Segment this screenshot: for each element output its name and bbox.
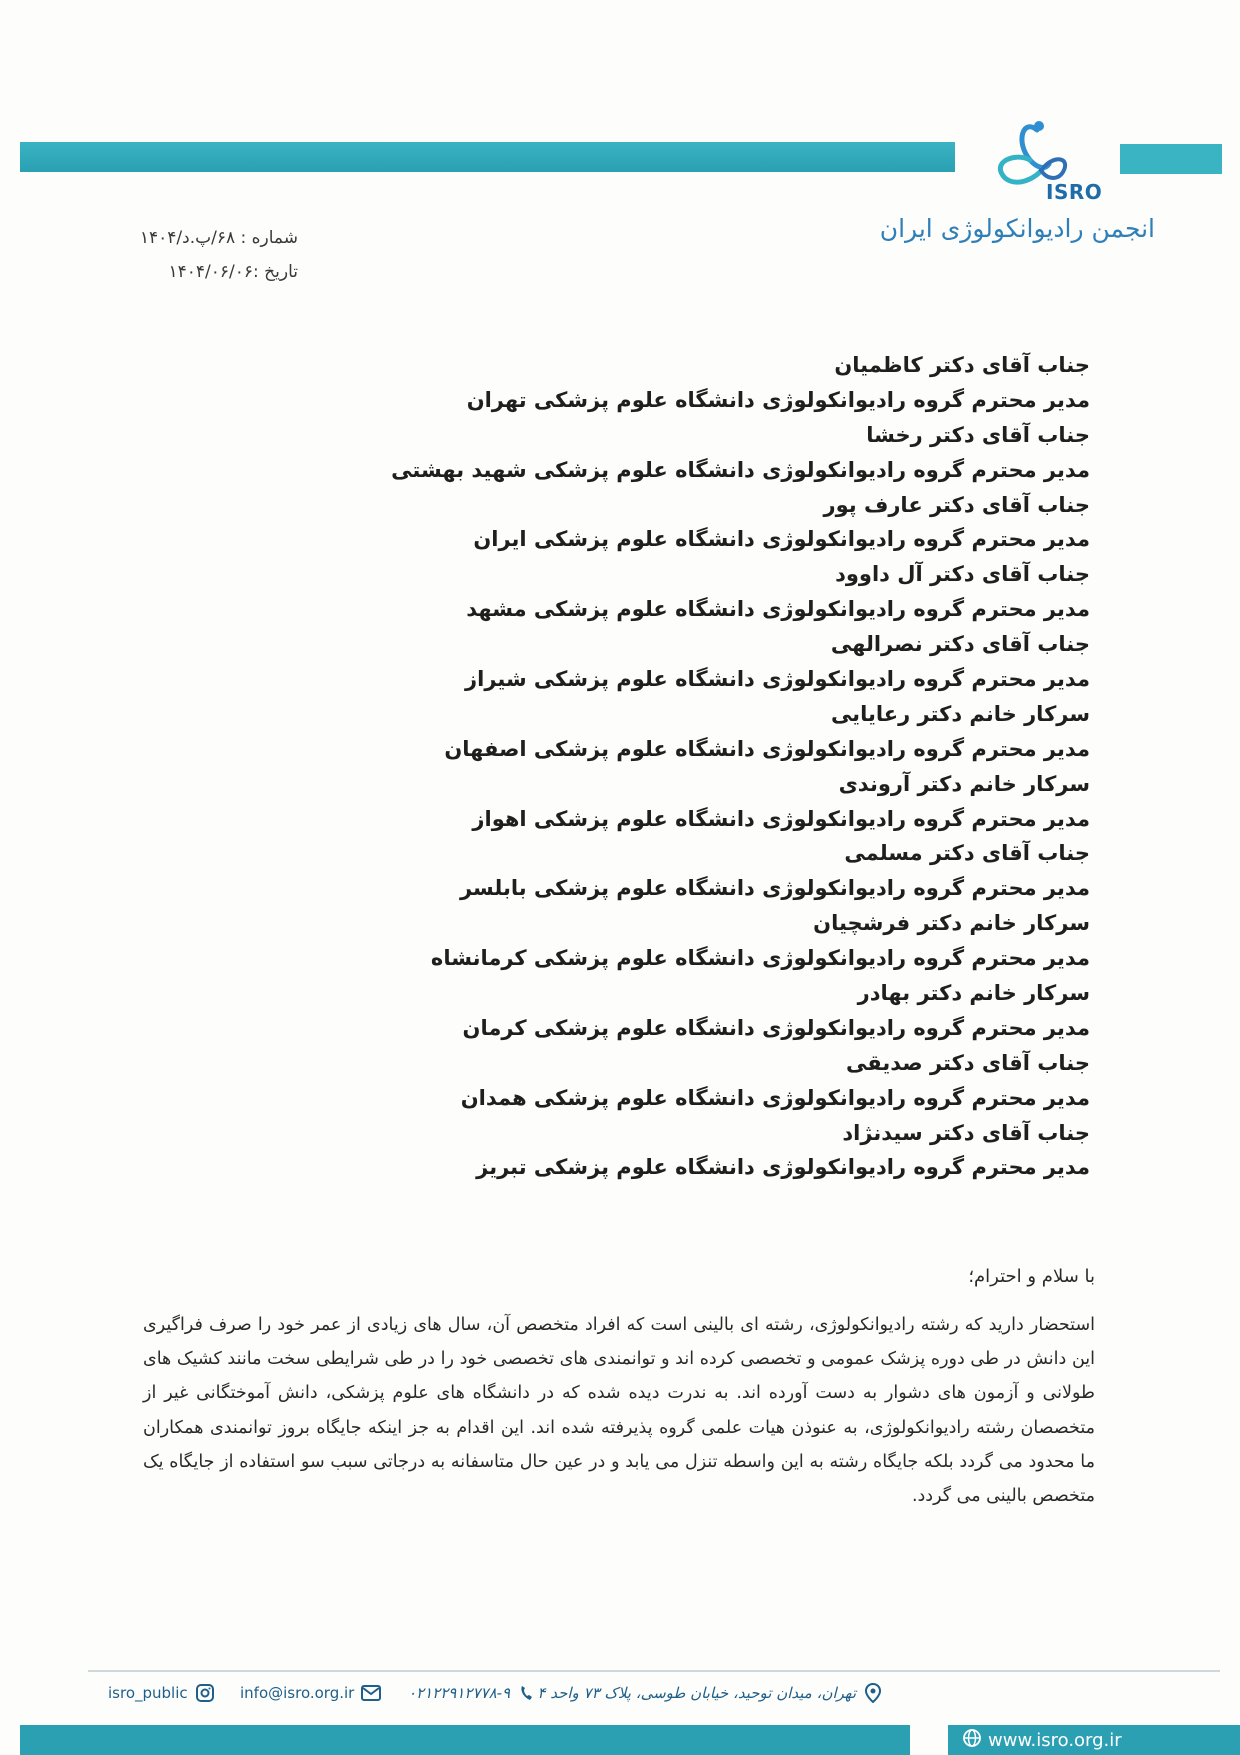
footer-website[interactable] [948, 1725, 1240, 1755]
letter-body: استحضار دارید که رشته رادیوانکولوژی، رشته ای بالینی است که افراد متخصص آن، سال های زیادی از عمر خود را صرف فراگیری این دانش در طی دوره پزشک عمومی و تخصصی کرده اند و توانمندی های تخصصی خود را در طی شرایطی سخت مانند کشیک های طولانی و آزمون های دشوار به دست آورده اند. به ندرت دیده شده که در دانشگاه های علوم پزشکی، دانش آموختگانی غیر از متخصصان رشته رادیوانکولوژی، به عنوذن هیات علمی گروه پذیرفته شده اند. این اقدام به جز اینکه جایگاه بروز توانمندی همکاران ما محدود می گردد بلکه جایگاه رشته به این واسطه تنزل می یابد و در عین حال متاسفانه به درجاتی سبب سو استفاده از جایگاه یک متخصص بالینی می گردد. [143, 1315, 1095, 1507]
addressee-line: جناب آقای دکتر رخشا [866, 422, 1090, 447]
letter-number: شماره : ۶۸/پ.د/۱۴۰۴ [139, 228, 298, 248]
addressee-line: جناب آقای دکتر مسلمی [844, 841, 1090, 866]
addressee-line: مدیر محترم گروه رادیوانکولوژی دانشگاه علوم پزشکی شهید بهشتی [391, 457, 1090, 482]
phone-number: ۰۲۱۲۲۹۱۲۷۷۸-۹ [408, 1684, 511, 1702]
addressee-line: سرکار خانم دکتر رعایایی [830, 701, 1090, 726]
addressee-line: مدیر محترم گروه رادیوانکولوژی دانشگاه علوم پزشکی ایران [473, 527, 1090, 552]
instagram-handle: isro_public [108, 1684, 188, 1702]
addressee-line: جناب آقای دکتر کاظمیان [834, 353, 1090, 377]
addressee-line: مدیر محترم گروه رادیوانکولوژی دانشگاه علوم پزشکی همدان [460, 1085, 1090, 1110]
addressee-line: سرکار خانم دکتر بهادر [857, 981, 1090, 1006]
addressee-line: مدیر محترم گروه رادیوانکولوژی دانشگاه علوم پزشکی شیراز [465, 667, 1090, 692]
addressee-line: جناب آقای دکتر عارف پور [823, 492, 1090, 517]
greeting: با سلام و احترام؛ [968, 1266, 1095, 1287]
addressee-line: مدیر محترم گروه رادیوانکولوژی دانشگاه علوم پزشکی اصفهان [444, 736, 1090, 761]
globe-icon [962, 1728, 982, 1753]
header-band [20, 142, 955, 172]
addressee-line: مدیر محترم گروه رادیوانکولوژی دانشگاه علوم پزشکی اهواز [472, 806, 1090, 831]
letter-date: تاریخ :۱۴۰۴/۰۶/۰۶ [168, 262, 298, 282]
addressee-line: مدیر محترم گروه رادیوانکولوژی دانشگاه علوم پزشکی تهران [466, 387, 1090, 412]
addressee-line: جناب آقای دکتر نصرالهی [830, 632, 1090, 657]
addressee-line: سرکار خانم دکتر آروندی [838, 771, 1090, 796]
phone-icon [516, 1682, 538, 1704]
address-text: تهران، میدان توحید، خیابان طوسی، پلاک ۷۳ واحد ۴ [537, 1684, 856, 1702]
email-address: info@isro.org.ir [240, 1684, 355, 1702]
addressee-line: سرکار خانم دکتر فرشچیان [813, 911, 1090, 936]
website-url: www.isro.org.ir [988, 1729, 1122, 1751]
footer-instagram[interactable] [108, 1680, 222, 1706]
footer-email[interactable] [240, 1680, 388, 1706]
footer-address [537, 1680, 890, 1706]
footer-divider [88, 1670, 1220, 1672]
addressee-line: مدیر محترم گروه رادیوانکولوژی دانشگاه علوم پزشکی کرمانشاه [430, 946, 1090, 971]
location-pin-icon [862, 1682, 884, 1704]
addressee-line: مدیر محترم گروه رادیوانکولوژی دانشگاه علوم پزشکی مشهد [466, 597, 1090, 622]
addressee-line: جناب آقای دکتر سیدنژاد [842, 1120, 1090, 1145]
addressee-line: مدیر محترم گروه رادیوانکولوژی دانشگاه علوم پزشکی بابلسر [459, 876, 1090, 901]
addressee-line: جناب آقای دکتر آل داوود [835, 562, 1090, 587]
logo-text: ISRO [1046, 180, 1103, 204]
footer-phone[interactable] [408, 1680, 544, 1706]
mail-icon [360, 1682, 382, 1704]
addressee-list [290, 348, 1090, 1185]
addressee-line: مدیر محترم گروه رادیوانکولوژی دانشگاه علوم پزشکی کرمان [462, 1015, 1090, 1040]
footer-band [20, 1725, 910, 1755]
org-name: انجمن رادیوانکولوژی ایران [879, 214, 1155, 243]
addressee-line: جناب آقای دکتر صدیقی [845, 1050, 1090, 1075]
instagram-icon [194, 1682, 216, 1704]
addressee-line: مدیر محترم گروه رادیوانکولوژی دانشگاه علوم پزشکی تبریز [476, 1155, 1090, 1180]
header-band-right [1120, 144, 1222, 174]
